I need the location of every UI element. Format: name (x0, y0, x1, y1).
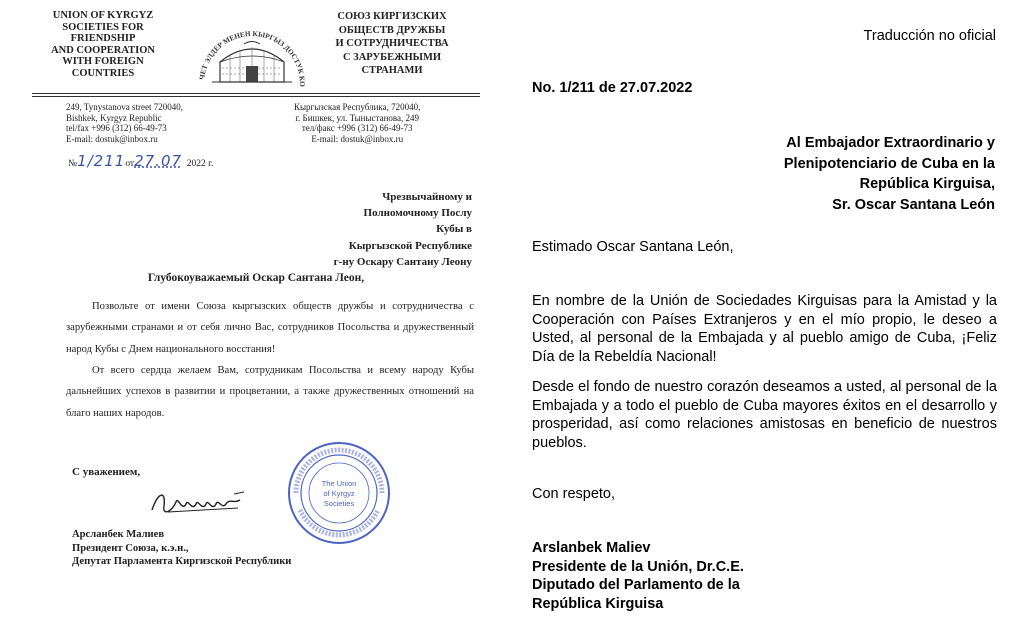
address-ru (294, 102, 420, 144)
ref-prefix: № (68, 159, 78, 169)
paragraph-es-1: En nombre de la Unión de Sociedades Kirguisas para la Amistad y la Cooperación con Países Extranjeros y en el mío propio, le deseo a Usted, al personal de la Embajada y al pueblo amigo de Cuba, ¡Feliz Día de la Rebeldía Nacional! (532, 293, 997, 366)
org-en-line: SOCIETIES FOR (62, 21, 144, 33)
ref-mid: от (125, 159, 135, 169)
logo-ring-text: ЧЕТ ЭЛДЕР МЕНЕН КЫРГЫЗ ДОСТУК КО (198, 29, 307, 87)
recipient-line: г-ну Оскару Сантану Леону (333, 255, 472, 268)
address-line: E-mail: dostuk@inbox.ru (311, 133, 404, 144)
reference-number (68, 152, 213, 170)
translation-number: No. 1/211 de 27.07.2022 (532, 80, 693, 96)
address-line: tel/fax +996 (312) 66-49-73 (66, 123, 167, 133)
header-divider-thin (32, 96, 480, 97)
greeting-ru: Глубокоуважаемый Оскар Сантана Леон, (147, 272, 365, 284)
signature-line: Diputado del Parlamento de la (532, 577, 740, 593)
stamp-text: of Kyrgyz (323, 489, 355, 498)
greeting-es: Estimado Oscar Santana León, (532, 239, 734, 255)
recipient-line: Plenipotenciario de Cuba en la (783, 155, 995, 172)
org-ru-line: С ЗАРУБЕЖНЫМИ (342, 51, 442, 63)
org-en-line: FRIENDSHIP (70, 33, 136, 45)
round-stamp-icon (286, 440, 392, 551)
org-ru-line: ОБЩЕСТВ ДРУЖБЫ (338, 24, 446, 36)
signature-line: República Kirguisa (532, 595, 664, 612)
paragraph-es-2: Desde el fondo de nuestro corazón deseamos a usted, al personal de la Embajada y a todo el pueblo de Cuba mayores éxitos en el desarrollo y prosperidad, así como relaciones amistosas en beneficio de nuestros pueblos. (532, 379, 997, 452)
org-ru-line: СТРАНАМИ (361, 65, 423, 76)
ref-number-handwritten: 1/211 (77, 152, 126, 170)
address-line: Кыргызская Республика, 720040, (294, 102, 421, 112)
org-ru-line: СОЮЗ КИРГИЗСКИХ (337, 11, 447, 22)
org-en-line: COUNTRIES (71, 67, 135, 79)
closing-ru: С уважением, (72, 466, 141, 478)
paragraph-ru-1: Позвольте от имени Союза кыргызских обществ дружбы и сотрудничества с зарубежными странами и от себя лично Вас, сотрудников Посольства и дружественный народ Кубы с Днем национального восстания! (66, 301, 474, 355)
recipient-line: Кыргызской Республике (348, 239, 472, 252)
recipient-line: Чрезвычайному и (382, 191, 472, 203)
signature-line: Президент Союза, к.э.н., (72, 542, 189, 554)
address-line: г. Бишкек, ул. Тыныстанова, 249 (295, 112, 420, 123)
signature-line: Арсланбек Малиев (72, 529, 165, 540)
recipient-block-es (695, 133, 995, 215)
address-line: Bishkek, Kyrgyz Republic (66, 112, 162, 123)
address-line: тел/факс +996 (312) 66-49-73 (301, 123, 413, 133)
signature-block-ru (72, 528, 291, 569)
signature-line: Presidente de la Unión, Dr.C.E. (532, 558, 744, 575)
header-divider (32, 93, 480, 94)
paragraph-ru-2: От всего сердца желаем Вам, сотрудникам Посольства и всему народу Кубы дальнейших успехов в развитии и процветании, а также дружественных отношений на благо наших народов. (66, 365, 474, 419)
stamp-text: The Union (321, 479, 357, 488)
signature-block-es (532, 539, 744, 613)
recipient-block-ru (250, 189, 472, 270)
address-line: E-mail: dostuk@inbox.ru (66, 133, 158, 144)
org-en-line: WITH FOREIGN (62, 56, 144, 68)
address-line: 249, Tynystanova street 720040, (66, 102, 183, 112)
unofficial-translation-note: Traducción no oficial (863, 28, 996, 44)
signature-line: Arslanbek Maliev (532, 540, 651, 556)
org-ru-line: И СОТРУДНИЧЕСТВА (335, 38, 449, 49)
recipient-line: República Kirguisa, (859, 176, 995, 192)
org-en-line: AND COOPERATION (51, 44, 155, 56)
ref-year: 2022 г. (186, 159, 214, 169)
recipient-line: Полномочному Послу (363, 207, 472, 220)
svg-text:ЧЕТ ЭЛДЕР МЕНЕН КЫРГЫЗ ДОСТУК (184, 6, 306, 87)
yurt-emblem-icon (184, 6, 320, 95)
handwritten-signature-icon (148, 482, 248, 527)
closing-es: Con respeto, (532, 486, 616, 502)
signature-line: Депутат Парламента Киргизской Республики (72, 556, 292, 568)
address-en (66, 102, 183, 144)
org-en-line: UNION OF KYRGYZ (52, 10, 154, 21)
recipient-line: Al Embajador Extraordinario y (786, 135, 995, 151)
recipient-line: Кубы в (436, 223, 472, 236)
org-name-ru (322, 10, 462, 78)
ref-date-handwritten: 27.07 (134, 152, 183, 170)
stamp-text: Societies (323, 499, 355, 508)
org-name-en (32, 10, 174, 80)
recipient-line: Sr. Oscar Santana León (832, 196, 995, 213)
translation-panel (512, 0, 1024, 621)
